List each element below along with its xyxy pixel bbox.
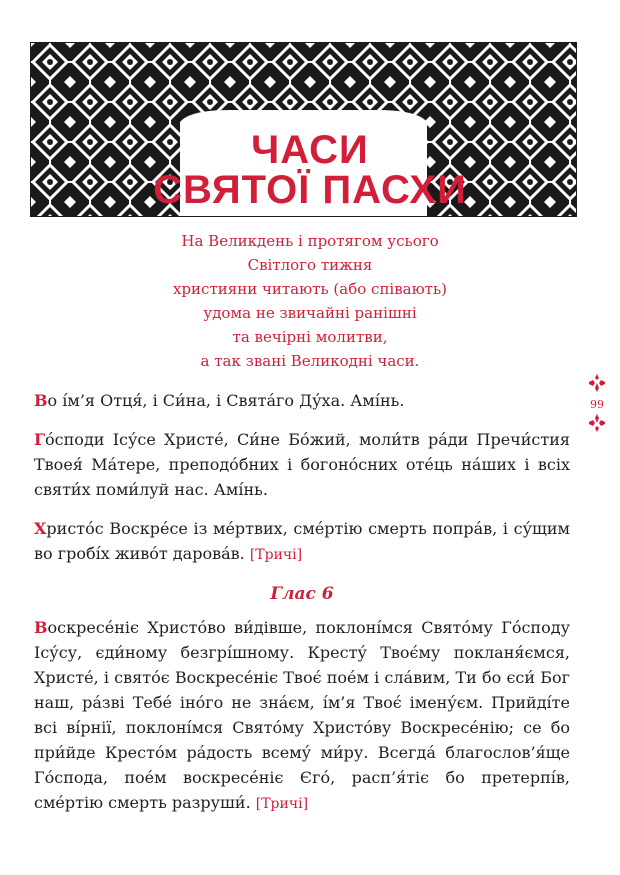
hymn-paragraph: [34, 615, 570, 817]
repeat-rubric: [Тричі]: [249, 547, 303, 563]
intro-line: Світлого тижня: [247, 256, 373, 274]
tone-heading: Глас 6: [270, 584, 334, 604]
intro-rubric: [90, 229, 530, 373]
prayer-text: [34, 388, 570, 831]
intro-line: На Великдень і протягом усього: [181, 232, 439, 250]
title-line-1: ЧАСИ: [251, 128, 369, 172]
cross-ornament-icon: [587, 374, 607, 392]
prayer-paragraph: [34, 388, 570, 413]
prayer-paragraph: [34, 516, 570, 568]
cross-ornament-icon: [587, 414, 607, 432]
drop-initial: В: [34, 391, 48, 410]
prayer-paragraph: [34, 427, 570, 502]
intro-line: християни читають (або співають): [172, 280, 447, 298]
drop-initial: Х: [34, 519, 47, 538]
paragraph-text: о́споди Ісу́се Христе́, Си́не Бо́жий, моли́тв ра́ди Пречи́стия Твоея́ Ма́тере, преподо́бних і богоно́сних оте́ць на́ших і всіх святи́х поми́луй нас. Амі́нь.: [34, 430, 570, 499]
page-number: 99: [590, 398, 604, 411]
title-line-2: СВЯТОЇ ПАСХИ: [153, 168, 467, 212]
paragraph-text: ристо́с Воскре́се із ме́ртвих, сме́ртію смерть попра́в, і су́щим во гробі́х живо́т дарова́в.: [34, 519, 570, 563]
intro-line: удома не звичайні ранішні: [203, 304, 417, 322]
paragraph-text: о і́м’я Отця́, і Си́на, і Свята́го Ду́ха. Амі́нь.: [47, 391, 405, 410]
paragraph-text: оскресе́ніє Христо́во ви́дівше, поклоні́мся Свято́му Го́споду Ісу́су, єди́ному безгрі́шному. Кресту́ Твоє́му покланя́ємся, Христе́, і свято́є Воскресе́ніє Твоє́ пое́м і сла́вим, Ти бо єси́ Бог наш, ра́зві Тебе́ іно́го не зна́єм, і́м’я Твоє́ імену́єм. Прийді́те всі ві́рнії, поклоні́мся Свято́му Христо́ву Воскресе́нію; се бо при́йде Кресто́м ра́дость всему́ ми́ру. Всегда́ благослов’я́ще Го́спода, пое́м воскресе́ніє Єго́, расп’я́тіє бо претерпі́в, сме́ртію смерть разруши́.: [34, 618, 570, 812]
drop-initial: Г: [34, 430, 46, 449]
repeat-rubric: [Тричі]: [255, 796, 309, 812]
intro-line: а так звані Великодні часи.: [200, 352, 420, 370]
intro-line: та вечірні молитви,: [232, 328, 388, 346]
drop-initial: В: [34, 618, 48, 637]
page-number-marker: [584, 374, 610, 436]
page-title: [0, 130, 620, 210]
